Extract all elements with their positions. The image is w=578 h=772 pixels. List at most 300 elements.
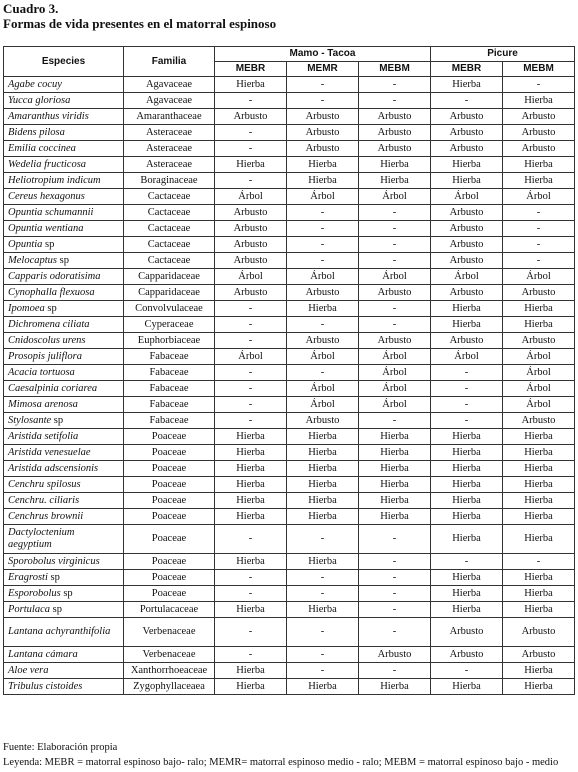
species-cell: Opuntia schumannii <box>4 205 124 221</box>
mamo-mebm-cell: Arbusto <box>359 333 431 349</box>
genus-name: Esporobolus <box>8 587 64 599</box>
picure-mebm-cell: Arbusto <box>503 141 575 157</box>
mamo-memr-cell: Hierba <box>287 602 359 618</box>
mamo-mebr-cell: Hierba <box>215 477 287 493</box>
picure-mebr-cell: Hierba <box>431 429 503 445</box>
mamo-memr-cell: - <box>287 618 359 647</box>
mamo-mebr-cell: - <box>215 141 287 157</box>
table-row <box>4 301 575 317</box>
mamo-mebr-cell: Hierba <box>215 77 287 93</box>
table-row <box>4 525 575 554</box>
mamo-mebm-cell: Arbusto <box>359 647 431 663</box>
species-cell: Yucca gloriosa <box>4 93 124 109</box>
mamo-memr-cell: - <box>287 570 359 586</box>
picure-mebm-cell: - <box>503 237 575 253</box>
mamo-mebm-cell: - <box>359 602 431 618</box>
sp-abbrev: sp <box>53 414 64 426</box>
mamo-mebr-cell: - <box>215 618 287 647</box>
mamo-mebm-cell: Hierba <box>359 477 431 493</box>
mamo-mebr-cell: - <box>215 413 287 429</box>
table-row <box>4 493 575 509</box>
mamo-memr-cell: - <box>287 93 359 109</box>
mamo-memr-cell: Hierba <box>287 477 359 493</box>
mamo-memr-cell: Arbusto <box>287 285 359 301</box>
table-row <box>4 461 575 477</box>
species-cell: Caesalpinia coriarea <box>4 381 124 397</box>
genus-name: Opuntia <box>8 238 46 250</box>
family-cell: Convolvulaceae <box>124 301 215 317</box>
mamo-mebm-cell: - <box>359 77 431 93</box>
species-cell <box>4 586 124 602</box>
table-row <box>4 381 575 397</box>
mamo-mebr-cell: Hierba <box>215 602 287 618</box>
mamo-mebm-cell: - <box>359 618 431 647</box>
picure-mebr-cell: Hierba <box>431 445 503 461</box>
family-cell: Poaceae <box>124 586 215 602</box>
table-row <box>4 413 575 429</box>
mamo-memr-cell: - <box>287 647 359 663</box>
species-cell: Aloe vera <box>4 663 124 679</box>
family-cell: Verbenaceae <box>124 647 215 663</box>
picure-mebr-cell: Arbusto <box>431 333 503 349</box>
table-row <box>4 93 575 109</box>
mamo-memr-cell: - <box>287 317 359 333</box>
picure-mebm-cell: Arbusto <box>503 647 575 663</box>
mamo-memr-cell: - <box>287 237 359 253</box>
family-cell: Xanthorrhoeaceae <box>124 663 215 679</box>
sp-abbrev: sp <box>52 603 62 615</box>
source-note: Fuente: Elaboración propia <box>3 742 118 753</box>
mamo-mebm-cell: - <box>359 221 431 237</box>
sp-abbrev: sp <box>47 302 57 314</box>
header-group-mamo-tacoa: Mamo - Tacoa <box>215 47 431 62</box>
genus-name: Stylosante <box>8 414 54 426</box>
table-row <box>4 189 575 205</box>
table-row <box>4 586 575 602</box>
genus-name: Ipomoea <box>8 302 48 314</box>
mamo-memr-cell: Arbusto <box>287 141 359 157</box>
mamo-mebm-cell: Hierba <box>359 173 431 189</box>
mamo-mebr-cell: - <box>215 125 287 141</box>
table-row <box>4 647 575 663</box>
species-cell: Emilia coccinea <box>4 141 124 157</box>
table-row <box>4 285 575 301</box>
picure-mebr-cell: Arbusto <box>431 647 503 663</box>
picure-mebr-cell: Hierba <box>431 317 503 333</box>
family-cell: Amaranthaceae <box>124 109 215 125</box>
family-cell: Cyperaceae <box>124 317 215 333</box>
header-group-picure: Picure <box>431 47 575 62</box>
table-row <box>4 570 575 586</box>
mamo-mebr-cell: - <box>215 586 287 602</box>
picure-mebr-cell: Hierba <box>431 679 503 695</box>
table-row <box>4 663 575 679</box>
mamo-mebm-cell: Arbusto <box>359 285 431 301</box>
table-row <box>4 349 575 365</box>
mamo-mebr-cell: Hierba <box>215 445 287 461</box>
mamo-mebr-cell: Arbusto <box>215 237 287 253</box>
mamo-memr-cell: - <box>287 586 359 602</box>
picure-mebm-cell: Hierba <box>503 461 575 477</box>
mamo-mebm-cell: Árbol <box>359 189 431 205</box>
family-cell: Agavaceae <box>124 77 215 93</box>
mamo-mebm-cell: Arbusto <box>359 109 431 125</box>
picure-mebm-cell: Hierba <box>503 493 575 509</box>
mamo-mebr-cell: Árbol <box>215 269 287 285</box>
mamo-mebr-cell: - <box>215 397 287 413</box>
mamo-memr-cell: - <box>287 221 359 237</box>
picure-mebm-cell: - <box>503 554 575 570</box>
mamo-mebm-cell: Árbol <box>359 365 431 381</box>
species-cell: Cenchrus brownii <box>4 509 124 525</box>
picure-mebm-cell: Hierba <box>503 663 575 679</box>
family-cell: Cactaceae <box>124 205 215 221</box>
family-cell: Poaceae <box>124 477 215 493</box>
picure-mebr-cell: Arbusto <box>431 618 503 647</box>
legend-note: Leyenda: MEBR = matorral espinoso bajo- ralo; MEMR= matorral espinoso medio - ralo; MEBM = matorral espinoso bajo - medio <box>3 757 559 768</box>
picure-mebm-cell: Hierba <box>503 586 575 602</box>
picure-mebr-cell: Hierba <box>431 570 503 586</box>
table-row <box>4 109 575 125</box>
picure-mebr-cell: Hierba <box>431 157 503 173</box>
picure-mebr-cell: Arbusto <box>431 125 503 141</box>
table-row <box>4 141 575 157</box>
mamo-memr-cell: Hierba <box>287 493 359 509</box>
mamo-memr-cell: - <box>287 253 359 269</box>
picure-mebm-cell: Hierba <box>503 477 575 493</box>
species-cell: Agabe cocuy <box>4 77 124 93</box>
family-cell: Capparidaceae <box>124 285 215 301</box>
picure-mebm-cell: Hierba <box>503 173 575 189</box>
picure-mebr-cell: Arbusto <box>431 109 503 125</box>
species-cell: Cereus hexagonus <box>4 189 124 205</box>
species-cell <box>4 301 124 317</box>
picure-mebm-cell: Hierba <box>503 570 575 586</box>
family-cell: Asteraceae <box>124 157 215 173</box>
picure-mebm-cell: Hierba <box>503 157 575 173</box>
mamo-memr-cell: Hierba <box>287 679 359 695</box>
picure-mebm-cell: Arbusto <box>503 413 575 429</box>
header-col-mebm-2: MEBM <box>503 62 575 77</box>
table-row <box>4 157 575 173</box>
family-cell: Cactaceae <box>124 189 215 205</box>
mamo-mebm-cell: Hierba <box>359 461 431 477</box>
mamo-mebm-cell: Hierba <box>359 493 431 509</box>
mamo-mebr-cell: - <box>215 301 287 317</box>
mamo-mebm-cell: Árbol <box>359 381 431 397</box>
mamo-memr-cell: Árbol <box>287 397 359 413</box>
genus-name: Melocaptus <box>8 254 60 266</box>
picure-mebm-cell: Árbol <box>503 397 575 413</box>
mamo-mebm-cell: Hierba <box>359 157 431 173</box>
family-cell: Fabaceae <box>124 349 215 365</box>
mamo-mebr-cell: Arbusto <box>215 205 287 221</box>
species-cell <box>4 237 124 253</box>
table-row <box>4 77 575 93</box>
mamo-mebr-cell: - <box>215 317 287 333</box>
mamo-mebr-cell: Hierba <box>215 679 287 695</box>
family-cell: Poaceae <box>124 570 215 586</box>
mamo-memr-cell: Hierba <box>287 301 359 317</box>
table-row <box>4 365 575 381</box>
mamo-memr-cell: Hierba <box>287 461 359 477</box>
picure-mebm-cell: Hierba <box>503 93 575 109</box>
mamo-memr-cell: Arbusto <box>287 125 359 141</box>
header-familia: Familia <box>124 47 215 77</box>
mamo-memr-cell: Arbusto <box>287 413 359 429</box>
table-body <box>4 77 575 695</box>
picure-mebm-cell: Hierba <box>503 525 575 554</box>
picure-mebr-cell: Hierba <box>431 525 503 554</box>
family-cell: Fabaceae <box>124 365 215 381</box>
family-cell: Zygophyllaceaea <box>124 679 215 695</box>
mamo-mebr-cell: Hierba <box>215 509 287 525</box>
mamo-mebr-cell: Arbusto <box>215 285 287 301</box>
species-cell: Capparis odoratisima <box>4 269 124 285</box>
picure-mebm-cell: - <box>503 253 575 269</box>
picure-mebr-cell: Hierba <box>431 477 503 493</box>
mamo-memr-cell: Arbusto <box>287 333 359 349</box>
mamo-mebr-cell: Hierba <box>215 663 287 679</box>
table-row <box>4 429 575 445</box>
species-cell: Lantana cámara <box>4 647 124 663</box>
picure-mebr-cell: Arbusto <box>431 221 503 237</box>
sp-abbrev: sp <box>59 254 69 266</box>
header-col-memr: MEMR <box>287 62 359 77</box>
picure-mebm-cell: Hierba <box>503 602 575 618</box>
species-cell: Tribulus cistoides <box>4 679 124 695</box>
species-cell: Cynophalla flexuosa <box>4 285 124 301</box>
picure-mebm-cell: Árbol <box>503 269 575 285</box>
picure-mebr-cell: Árbol <box>431 269 503 285</box>
family-cell: Cactaceae <box>124 253 215 269</box>
mamo-memr-cell: Hierba <box>287 157 359 173</box>
mamo-mebm-cell: Hierba <box>359 509 431 525</box>
title-block <box>3 1 276 31</box>
family-cell: Asteraceae <box>124 125 215 141</box>
mamo-memr-cell: Hierba <box>287 173 359 189</box>
picure-mebm-cell: Árbol <box>503 365 575 381</box>
sp-abbrev: sp <box>45 238 55 250</box>
picure-mebm-cell: Hierba <box>503 301 575 317</box>
picure-mebm-cell: - <box>503 77 575 93</box>
picure-mebr-cell: Hierba <box>431 173 503 189</box>
mamo-mebm-cell: Hierba <box>359 429 431 445</box>
family-cell: Poaceae <box>124 554 215 570</box>
picure-mebm-cell: Arbusto <box>503 618 575 647</box>
mamo-mebr-cell: - <box>215 647 287 663</box>
picure-mebm-cell: - <box>503 205 575 221</box>
picure-mebm-cell: Árbol <box>503 381 575 397</box>
picure-mebm-cell: Hierba <box>503 679 575 695</box>
picure-mebm-cell: Hierba <box>503 509 575 525</box>
mamo-mebr-cell: - <box>215 93 287 109</box>
table-row <box>4 205 575 221</box>
table-row <box>4 445 575 461</box>
mamo-memr-cell: Hierba <box>287 429 359 445</box>
mamo-memr-cell: - <box>287 77 359 93</box>
mamo-mebm-cell: Árbol <box>359 397 431 413</box>
mamo-mebr-cell: Arbusto <box>215 221 287 237</box>
picure-mebr-cell: Hierba <box>431 602 503 618</box>
picure-mebm-cell: Árbol <box>503 189 575 205</box>
mamo-memr-cell: Hierba <box>287 554 359 570</box>
picure-mebm-cell: Arbusto <box>503 125 575 141</box>
table-footer <box>3 740 558 770</box>
mamo-memr-cell: - <box>287 365 359 381</box>
mamo-mebr-cell: Arbusto <box>215 109 287 125</box>
species-cell <box>4 602 124 618</box>
mamo-memr-cell: Árbol <box>287 189 359 205</box>
table-number: Cuadro 3. <box>3 1 59 16</box>
table-row <box>4 253 575 269</box>
table-row <box>4 554 575 570</box>
species-cell: Amaranthus viridis <box>4 109 124 125</box>
family-cell: Fabaceae <box>124 397 215 413</box>
header-col-mebr-2: MEBR <box>431 62 503 77</box>
family-cell: Poaceae <box>124 461 215 477</box>
picure-mebm-cell: Hierba <box>503 317 575 333</box>
species-cell: Cenchru spilosus <box>4 477 124 493</box>
mamo-mebm-cell: - <box>359 93 431 109</box>
mamo-mebr-cell: - <box>215 173 287 189</box>
family-cell: Fabaceae <box>124 381 215 397</box>
picure-mebr-cell: Arbusto <box>431 237 503 253</box>
header-col-mebr-1: MEBR <box>215 62 287 77</box>
genus-name: Portulaca <box>8 603 53 615</box>
picure-mebr-cell: - <box>431 365 503 381</box>
species-cell: Sporobolus virginicus <box>4 554 124 570</box>
life-forms-table <box>3 46 575 695</box>
mamo-mebm-cell: - <box>359 253 431 269</box>
picure-mebr-cell: Hierba <box>431 586 503 602</box>
species-cell: Lantana achyranthifolia <box>4 618 124 647</box>
mamo-memr-cell: Hierba <box>287 509 359 525</box>
picure-mebr-cell: Arbusto <box>431 253 503 269</box>
picure-mebm-cell: Arbusto <box>503 109 575 125</box>
mamo-mebr-cell: Árbol <box>215 349 287 365</box>
table-row <box>4 602 575 618</box>
species-cell: Aristida venesuelae <box>4 445 124 461</box>
mamo-memr-cell: Hierba <box>287 445 359 461</box>
mamo-mebm-cell: - <box>359 301 431 317</box>
mamo-mebr-cell: Hierba <box>215 493 287 509</box>
mamo-mebm-cell: - <box>359 525 431 554</box>
mamo-mebm-cell: - <box>359 317 431 333</box>
picure-mebr-cell: Hierba <box>431 509 503 525</box>
mamo-memr-cell: Árbol <box>287 381 359 397</box>
picure-mebr-cell: Arbusto <box>431 141 503 157</box>
species-cell <box>4 413 124 429</box>
species-cell <box>4 253 124 269</box>
mamo-mebm-cell: - <box>359 413 431 429</box>
mamo-mebm-cell: - <box>359 570 431 586</box>
table-row <box>4 509 575 525</box>
species-cell: Opuntia wentiana <box>4 221 124 237</box>
mamo-mebm-cell: - <box>359 663 431 679</box>
picure-mebr-cell: - <box>431 397 503 413</box>
mamo-memr-cell: - <box>287 663 359 679</box>
picure-mebr-cell: - <box>431 93 503 109</box>
table-row <box>4 237 575 253</box>
mamo-mebr-cell: Árbol <box>215 189 287 205</box>
sp-abbrev: sp <box>63 587 73 599</box>
picure-mebm-cell: - <box>503 221 575 237</box>
picure-mebr-cell: Arbusto <box>431 205 503 221</box>
picure-mebr-cell: Árbol <box>431 349 503 365</box>
picure-mebm-cell: Árbol <box>503 349 575 365</box>
mamo-memr-cell: - <box>287 205 359 221</box>
table-row <box>4 269 575 285</box>
picure-mebm-cell: Hierba <box>503 445 575 461</box>
picure-mebm-cell: Hierba <box>503 429 575 445</box>
picure-mebr-cell: Hierba <box>431 461 503 477</box>
mamo-mebm-cell: Árbol <box>359 269 431 285</box>
table-row <box>4 618 575 647</box>
picure-mebr-cell: Hierba <box>431 301 503 317</box>
picure-mebm-cell: Arbusto <box>503 333 575 349</box>
mamo-mebr-cell: Hierba <box>215 157 287 173</box>
table-row <box>4 173 575 189</box>
family-cell: Verbenaceae <box>124 618 215 647</box>
species-cell: Cenchru. ciliaris <box>4 493 124 509</box>
mamo-mebr-cell: Hierba <box>215 554 287 570</box>
mamo-mebm-cell: - <box>359 205 431 221</box>
species-cell: Mimosa arenosa <box>4 397 124 413</box>
family-cell: Asteraceae <box>124 141 215 157</box>
picure-mebr-cell: Árbol <box>431 189 503 205</box>
picure-mebr-cell: - <box>431 381 503 397</box>
mamo-memr-cell: Arbusto <box>287 109 359 125</box>
mamo-mebr-cell: - <box>215 525 287 554</box>
species-cell: Dichromena ciliata <box>4 317 124 333</box>
header-especies: Especies <box>4 47 124 77</box>
family-cell: Cactaceae <box>124 221 215 237</box>
family-cell: Poaceae <box>124 445 215 461</box>
mamo-mebm-cell: Arbusto <box>359 141 431 157</box>
header-col-mebm-1: MEBM <box>359 62 431 77</box>
family-cell: Agavaceae <box>124 93 215 109</box>
table-row <box>4 679 575 695</box>
species-cell: Wedelia fructicosa <box>4 157 124 173</box>
genus-name: Eragrosti <box>8 571 51 583</box>
family-cell: Capparidaceae <box>124 269 215 285</box>
picure-mebr-cell: - <box>431 413 503 429</box>
family-cell: Poaceae <box>124 525 215 554</box>
species-cell: Acacia tortuosa <box>4 365 124 381</box>
species-cell <box>4 570 124 586</box>
mamo-mebr-cell: - <box>215 333 287 349</box>
picure-mebr-cell: - <box>431 554 503 570</box>
table-row <box>4 477 575 493</box>
species-cell: Aristida adscensionis <box>4 461 124 477</box>
species-cell: Dactyloctenium aegyptium <box>4 525 124 554</box>
mamo-memr-cell: Árbol <box>287 349 359 365</box>
table-row <box>4 397 575 413</box>
family-cell: Poaceae <box>124 509 215 525</box>
picure-mebr-cell: Arbusto <box>431 285 503 301</box>
mamo-mebr-cell: - <box>215 365 287 381</box>
picure-mebr-cell: Hierba <box>431 77 503 93</box>
table-row <box>4 221 575 237</box>
mamo-mebm-cell: Arbusto <box>359 125 431 141</box>
species-cell: Bidens pilosa <box>4 125 124 141</box>
picure-mebm-cell: Arbusto <box>503 285 575 301</box>
picure-mebr-cell: - <box>431 663 503 679</box>
species-cell: Prosopis juliflora <box>4 349 124 365</box>
species-cell: Aristida setifolia <box>4 429 124 445</box>
table-title: Formas de vida presentes en el matorral espinoso <box>3 16 277 31</box>
